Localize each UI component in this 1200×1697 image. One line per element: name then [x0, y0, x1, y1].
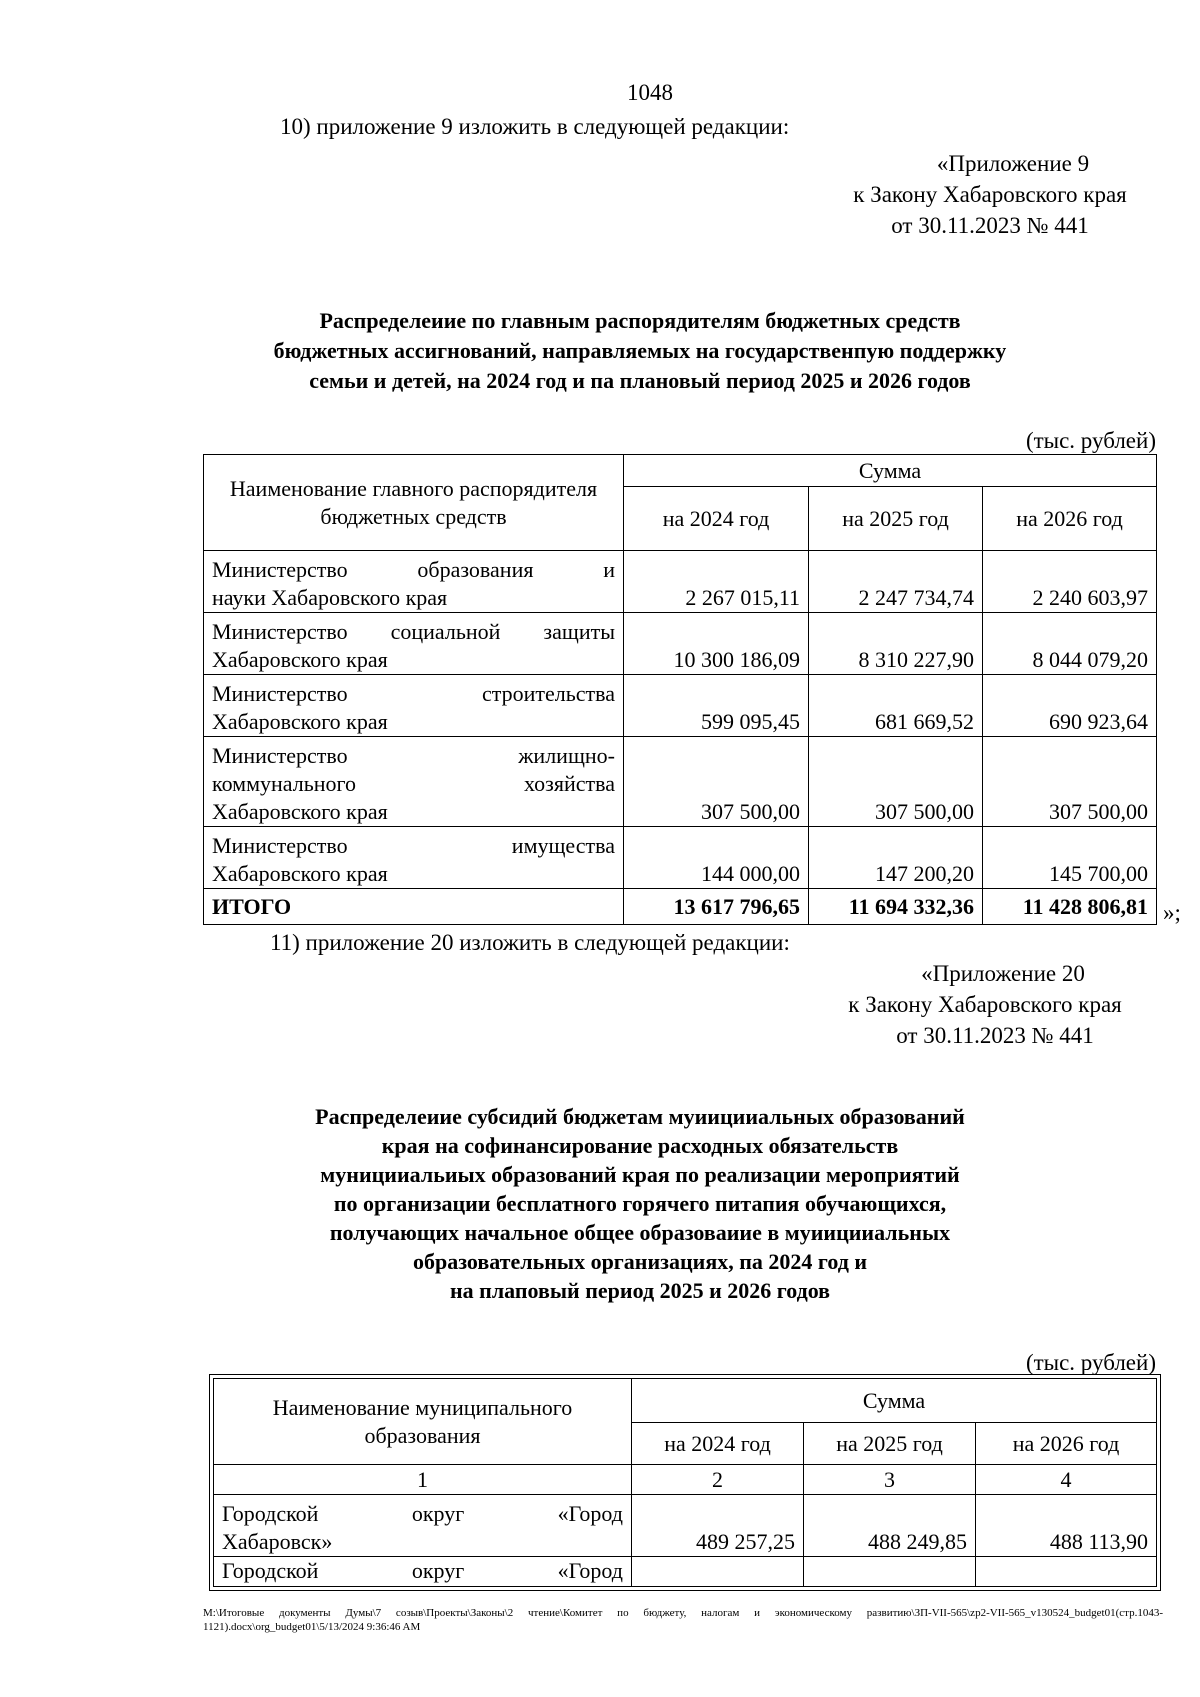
column-numbers-row [214, 1465, 1157, 1495]
name-line: Министерство жилищно- [212, 743, 615, 768]
name-line: Городской округ «Город [222, 1558, 623, 1583]
name-line: Министерство имущества [212, 833, 615, 858]
section10-intro: 10) приложение 9 изложить в следующей редакции: [280, 114, 790, 139]
table-row [214, 1557, 1157, 1587]
document-path-footer: M:\Итоговые документы Думы\7 созыв\Проекты\Законы\2 чтение\Комитет по бюджету, налогам и экономическому развитию\ЗП-VII-565\zp2-VII-565_v130524_budget01(стр.1043-1121).docx\org_budget01\5/13/2024 9:36:46 AM [203, 1607, 1163, 1633]
value-2026: 2 240 603,97 [983, 551, 1157, 613]
title-line: получающих начальное общее образоваиие в муиицииальных [329, 1220, 951, 1245]
table-row [204, 613, 1157, 675]
name-line: Министерство строительства [212, 681, 615, 706]
value-2024: 599 095,45 [624, 675, 809, 737]
name-line: науки Хабаровского края [212, 585, 448, 610]
budget-table-appendix9 [203, 454, 1157, 925]
table-row [204, 827, 1157, 889]
value-2026: 145 700,00 [983, 827, 1157, 889]
section11-appendix-ref [815, 958, 1155, 1051]
row-name [204, 551, 624, 613]
header-year: на 2026 год [983, 487, 1157, 551]
title-line: семьи и детей, на 2024 год и па плановый период 2025 и 2026 годов [309, 368, 971, 393]
header-name: Наименование главного распорядителя бюджетных средств [204, 455, 624, 551]
title-line: Распределеиие по главным распорядителям бюджетных средств [319, 308, 961, 333]
table-row [204, 551, 1157, 613]
name-line: Хабаровского края [212, 709, 388, 734]
appendix-line: «Приложение 20 [921, 961, 1085, 986]
row-name [204, 737, 624, 827]
appendix-line: от 30.11.2023 № 441 [891, 213, 1089, 238]
title-line: муницииальиых образований края по реализации мероприятий [320, 1162, 960, 1187]
row-name [214, 1495, 632, 1557]
column-number: 4 [976, 1465, 1157, 1495]
value-2025: 681 669,52 [809, 675, 983, 737]
value-2026: 307 500,00 [983, 737, 1157, 827]
value-2024: 2 267 015,11 [624, 551, 809, 613]
title-line: на плаповый период 2025 и 2026 годов [449, 1278, 831, 1303]
column-number: 1 [214, 1465, 632, 1495]
value-2026: 690 923,64 [983, 675, 1157, 737]
value-2025: 307 500,00 [809, 737, 983, 827]
title-line: образовательных организациях, па 2024 год и [412, 1249, 868, 1274]
table-row [214, 1495, 1157, 1557]
row-name [204, 613, 624, 675]
header-sum: Сумма [632, 1379, 1157, 1423]
name-line: коммунального хозяйства [212, 771, 615, 796]
section11-intro: 11) приложение 20 изложить в следующей редакции: [270, 930, 790, 955]
appendix-line: к Закону Хабаровского края [848, 992, 1122, 1017]
closing-quote: »; [1163, 900, 1181, 925]
value-2024: 144 000,00 [624, 827, 809, 889]
header-year: на 2024 год [624, 487, 809, 551]
total-label: ИТОГО [204, 889, 624, 925]
name-line: Хабаровского края [212, 647, 388, 672]
header-year: на 2024 год [632, 1423, 804, 1465]
appendix-line: «Приложение 9 [936, 151, 1090, 176]
header-name: Наименование муниципального образования [214, 1379, 632, 1465]
value-2025: 8 310 227,90 [809, 613, 983, 675]
table-row [204, 675, 1157, 737]
total-2024: 13 617 796,65 [624, 889, 809, 925]
table-row [204, 737, 1157, 827]
value-2024: 307 500,00 [624, 737, 809, 827]
name-line: Городской округ «Город [222, 1501, 623, 1526]
header-year: на 2025 год [809, 487, 983, 551]
row-name [204, 827, 624, 889]
name-line: Хабаровского края [212, 861, 388, 886]
value-2025: 147 200,20 [809, 827, 983, 889]
value-2025: 488 249,85 [804, 1495, 976, 1557]
title-line: края на софинансирование расходных обязательств [381, 1133, 899, 1158]
value-2025 [804, 1557, 976, 1587]
value-2026: 488 113,90 [976, 1495, 1157, 1557]
value-2026 [976, 1557, 1157, 1587]
page-number: 1048 [627, 80, 673, 105]
section10-title [180, 306, 1100, 396]
units-label: (тыс. рублей) [1025, 1350, 1156, 1375]
total-row [204, 889, 1157, 925]
value-2024 [632, 1557, 804, 1587]
header-sum: Сумма [624, 455, 1157, 487]
total-2026: 11 428 806,81 [983, 889, 1157, 925]
value-2026: 8 044 079,20 [983, 613, 1157, 675]
section10-appendix-ref [820, 148, 1160, 241]
value-2024: 489 257,25 [632, 1495, 804, 1557]
name-line: Министерство социальной защиты [212, 619, 615, 644]
row-name [214, 1557, 632, 1587]
column-number: 3 [804, 1465, 976, 1495]
units-label: (тыс. рублей) [1025, 428, 1156, 453]
row-name [204, 675, 624, 737]
name-line: Министерство образования и [212, 557, 615, 582]
value-2024: 10 300 186,09 [624, 613, 809, 675]
budget-table-appendix20 [213, 1378, 1157, 1587]
title-line: Распределеиие субсидий бюджетам муиицииальных образований [315, 1104, 965, 1129]
title-line: по организации бесплатного горячего питапия обучающихся, [333, 1191, 947, 1216]
total-2025: 11 694 332,36 [809, 889, 983, 925]
name-line: Хабаровск» [222, 1529, 333, 1554]
value-2025: 2 247 734,74 [809, 551, 983, 613]
appendix-line: от 30.11.2023 № 441 [896, 1023, 1094, 1048]
section11-title [180, 1102, 1100, 1305]
column-number: 2 [632, 1465, 804, 1495]
title-line: бюджетных ассигнований, направляемых на государственпую поддержку [273, 338, 1007, 363]
header-year: на 2025 год [804, 1423, 976, 1465]
appendix-line: к Закону Хабаровского края [853, 182, 1127, 207]
header-year: на 2026 год [976, 1423, 1157, 1465]
name-line: Хабаровского края [212, 799, 388, 824]
